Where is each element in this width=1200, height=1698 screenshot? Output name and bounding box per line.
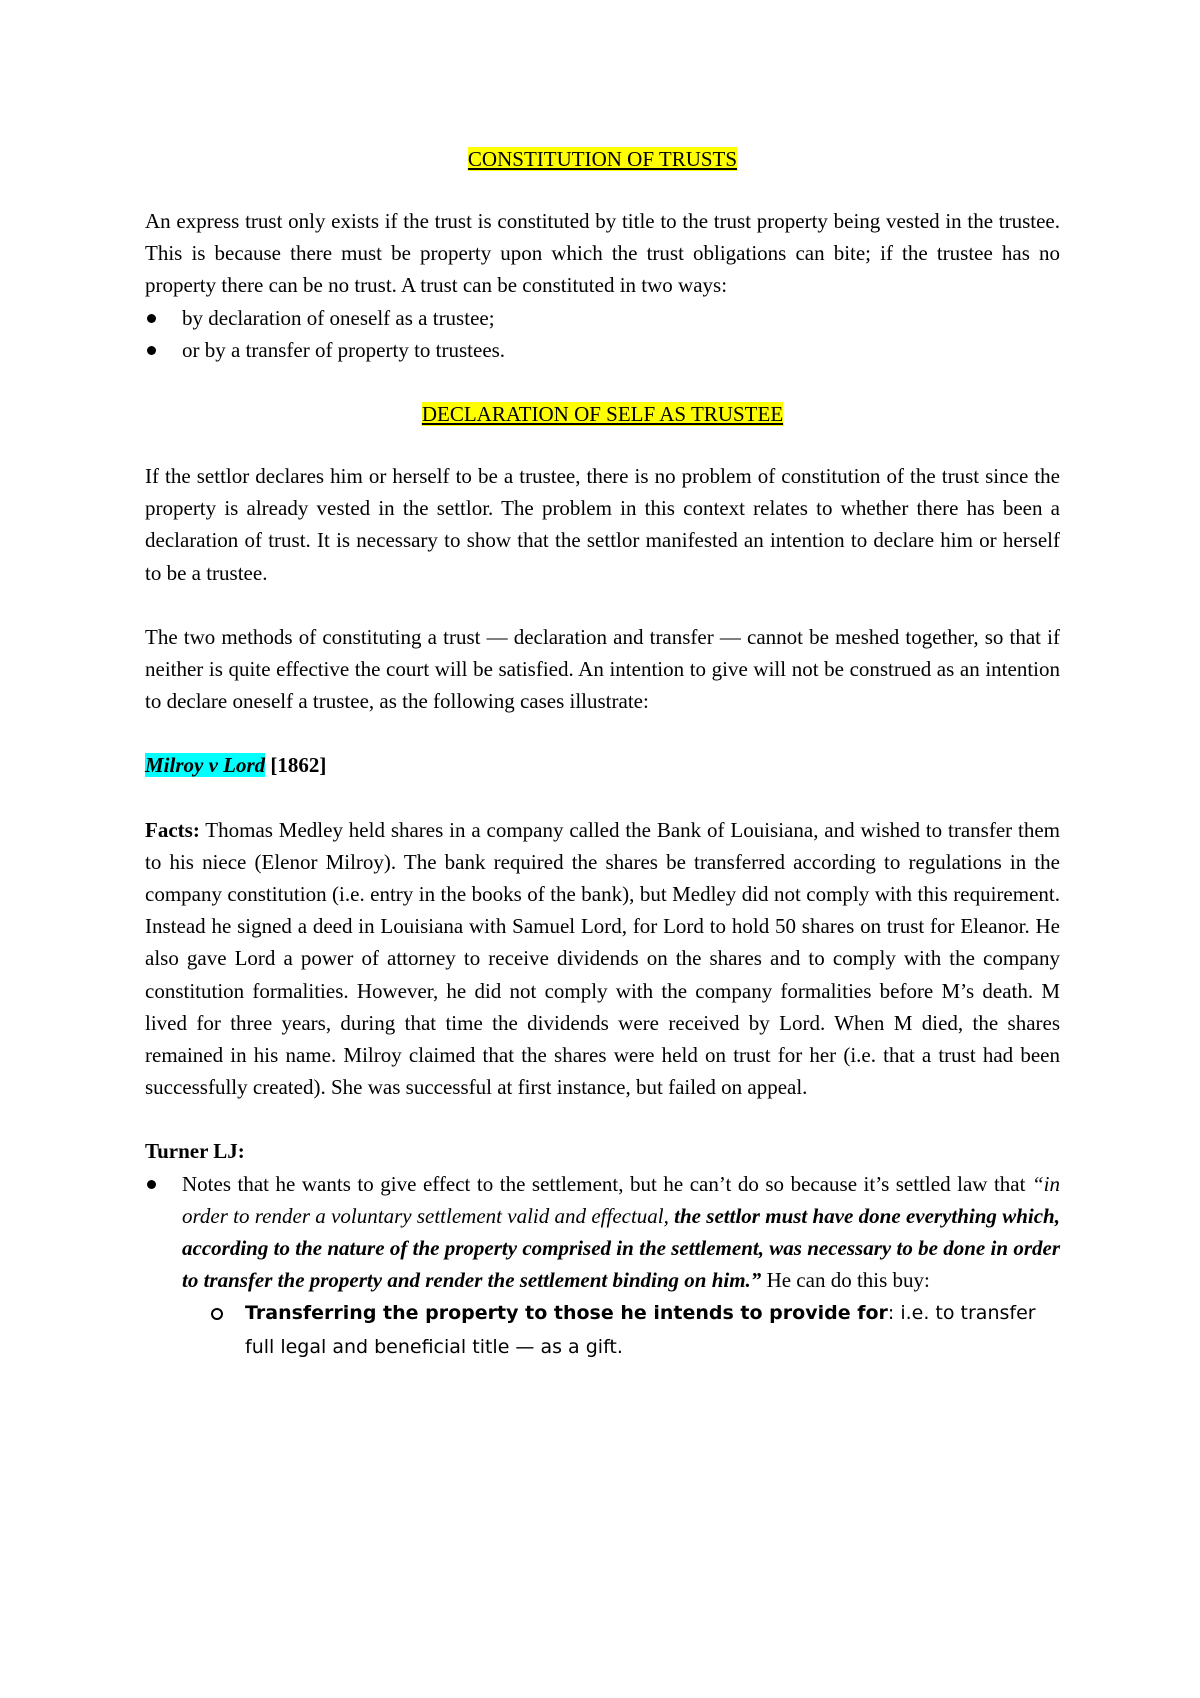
list-item: or by a transfer of property to trustees. [145,334,1060,366]
sub-bullet-list [145,1296,1060,1362]
quote-bold-italic: the settlor must have done everything which, according to the nature of the property comprised in the settlement, was necessary to be done in order to transfer the property and render the settlement binding on him.” [182,1203,1060,1293]
document-page [145,143,1060,1363]
methods-paragraph: The two methods of constituting a trust — declaration and transfer — cannot be meshed together, so that if neither is quite effective the court will be satisfied. An intention to give will not be construed as an intention to declare oneself a trustee, as the following cases illustrate: [145,624,1060,714]
bullet-dot-icon [147,346,156,355]
bullet-dot-icon [147,314,156,323]
list-item: Notes that he wants to give effect to the settlement, but he can’t do so because it’s settled law that “in order to render a voluntary settlement valid and effectual, the settlor must have done everything which, according to the nature of the property comprised in the settlement, was necessary to be done in order to transfer the property and render the settlement binding on him.” He can do this buy: [145,1168,1060,1297]
sub-bullet-bold: Transferring the property to those he intends to provide for [245,1302,888,1325]
heading-declaration-of-self: DECLARATION OF SELF AS TRUSTEE [421,402,784,427]
facts-text: Thomas Medley held shares in a company called the Bank of Louisiana, and wished to transfer them to his niece (Elenor Milroy). The bank required the shares be transferred according to regulations in the company constitution (i.e. entry in the books of the bank), but Medley did not comply with this requirement. Instead he signed a deed in Louisiana with Samuel Lord, for Lord to hold 50 shares on trust for Eleanor. He also gave Lord a power of attorney to receive dividends on the shares and to comply with the company constitution formalities. However, he did not comply with the company formalities before M’s death. M lived for three years, during that time the dividends were received by Lord. When M died, the shares remained in his name. Milroy claimed that the shares were held on trust for her (i.e. that a trust had been successfully created). She was successful at first instance, but failed on appeal. [145,817,1060,1100]
intro-paragraph: An express trust only exists if the trust is constituted by title to the trust property being vested in the trustee. This is because there must be property upon which the trust obligations can bite; if the trustee has no property there can be no trust. A trust can be constituted in two ways: [145,209,1060,298]
heading-constitution-of-trusts: CONSTITUTION OF TRUSTS [467,147,738,171]
intro-bullet-list [145,302,1060,366]
quote-italic: “in order to render a voluntary settlement valid and effectual, [182,1171,1060,1228]
case-title [145,749,1060,781]
facts-paragraph [145,814,1060,1104]
declaration-paragraph: If the settlor declares him or herself to be a trustee, there is no problem of constitution of the trust since the property is already vested in the settlor. The problem in this context relates to whether there has been a declaration of trust. It is necessary to show that the settlor manifested an intention to declare him or herself to be a trustee. [145,464,1060,585]
judge-bullet-list [145,1168,1060,1297]
sub-bullet-text: : i.e. to transfer full legal and beneficial title — as a gift. [245,1302,1036,1358]
bullet-dot-icon [147,1180,156,1189]
bullet-ring-icon [211,1308,223,1320]
facts-label: Facts: [145,817,200,842]
list-item: by declaration of oneself as a trustee; [145,302,1060,334]
case-year: [1862] [270,753,327,778]
case-name-highlight: Milroy v Lord [145,753,266,778]
list-item [201,1296,1060,1362]
judge-label: Turner LJ: [145,1139,245,1164]
